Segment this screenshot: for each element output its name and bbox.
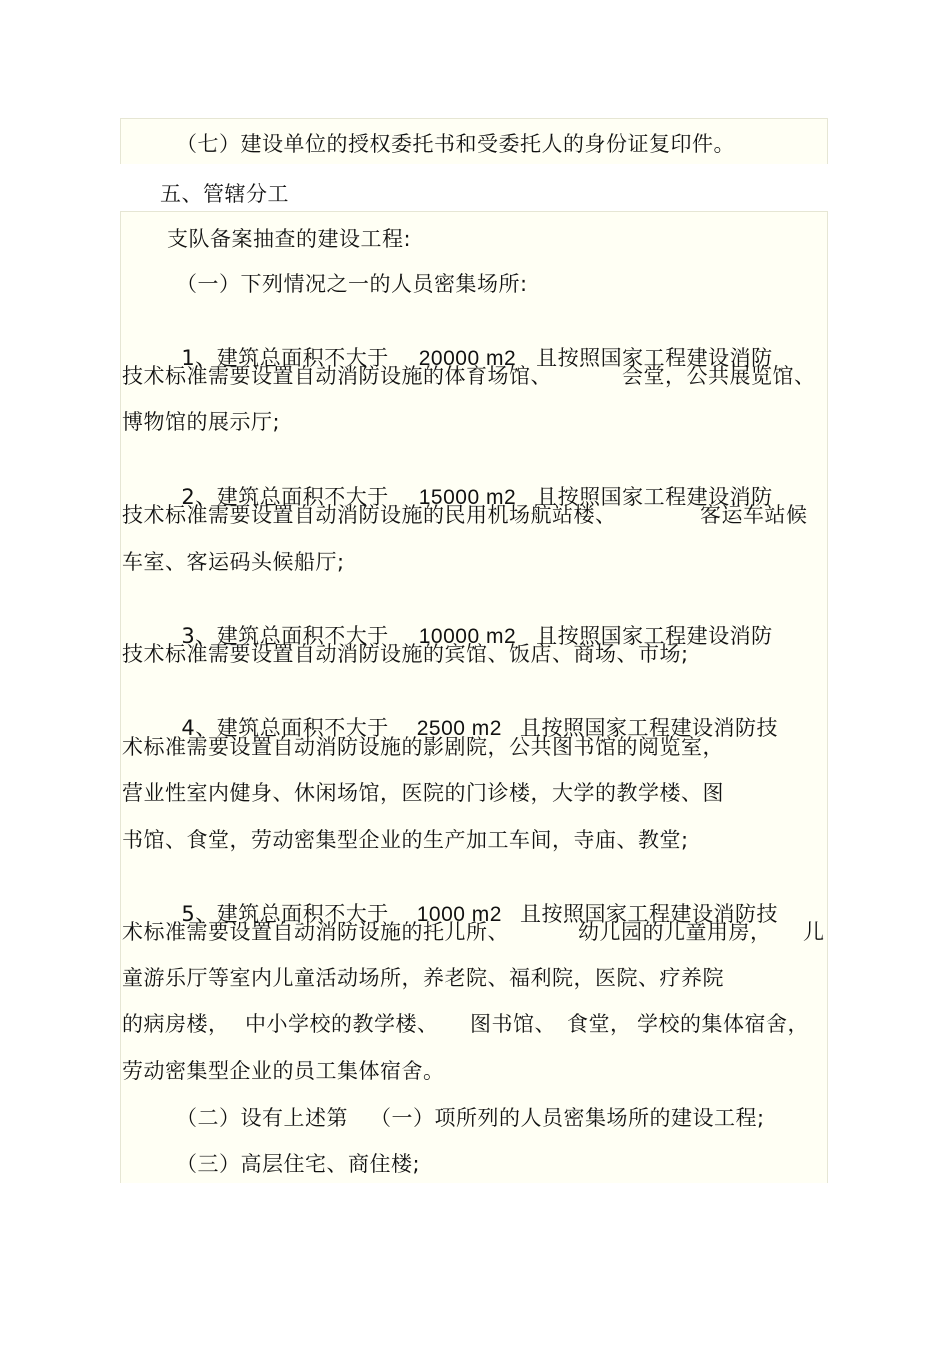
item-2-prefix: 2、建筑总面积不大于 <box>181 485 389 509</box>
item-5-line-4e: 学校的集体宿舍， <box>637 1012 809 1036</box>
item-1-area: 20000 m2 <box>418 347 517 370</box>
item-5-suffix: 且按照国家工程建设消防技 <box>519 902 778 926</box>
item-seven: （七）建设单位的授权委托书和受委托人的身份证复印件。 <box>176 132 735 156</box>
sub-item-two-a: （二）设有上述第 <box>176 1106 348 1130</box>
item-5-line-2b: 幼儿园的儿童用房， <box>578 920 772 944</box>
item-5-line-5: 劳动密集型企业的员工集体宿舍。 <box>122 1059 445 1083</box>
item-5-line-4d: 食堂， <box>567 1012 632 1036</box>
item-5-prefix: 5、建筑总面积不大于 <box>181 902 389 926</box>
section-heading: 五、管辖分工 <box>160 182 289 206</box>
item-2-line-2b: 客运车站候 <box>700 503 808 527</box>
sub-item-two-b: （一）项所列的人员密集场所的建设工程; <box>370 1106 765 1130</box>
item-5-line-2a: 术标准需要设置自动消防设施的托儿所、 <box>122 920 509 944</box>
item-5-line-2c: 儿 <box>803 920 825 944</box>
item-4-line-3: 营业性室内健身、休闲场馆，医院的门诊楼，大学的教学楼、图 <box>122 781 724 805</box>
item-4-area: 2500 m2 <box>416 717 502 740</box>
item-5-area: 1000 m2 <box>416 903 502 926</box>
item-2-suffix: 且按照国家工程建设消防 <box>536 485 773 509</box>
item-4-line-2: 术标准需要设置自动消防设施的影剧院，公共图书馆的阅览室， <box>122 735 724 759</box>
item-1-prefix: 1、建筑总面积不大于 <box>181 346 389 370</box>
item-2-line-2a: 技术标准需要设置自动消防设施的民用机场航站楼、 <box>122 503 617 527</box>
item-5-line-4a: 的病房楼， <box>122 1012 230 1036</box>
item-4-suffix: 且按照国家工程建设消防技 <box>519 716 778 740</box>
item-2-line-3: 车室、客运码头候船厅; <box>122 550 345 574</box>
sub-item-one: （一）下列情况之一的人员密集场所: <box>176 272 528 296</box>
item-3-line-2: 技术标准需要设置自动消防设施的宾馆、饭店、商场、市场; <box>122 642 689 666</box>
item-3-suffix: 且按照国家工程建设消防 <box>536 624 773 648</box>
item-1-line-2b: 会堂，公共展览馆、 <box>622 364 816 388</box>
item-2-area: 15000 m2 <box>418 486 517 509</box>
item-5-line-4c: 图书馆、 <box>470 1012 556 1036</box>
item-3-prefix: 3、建筑总面积不大于 <box>181 624 389 648</box>
item-4-prefix: 4、建筑总面积不大于 <box>181 716 389 740</box>
intro-text: 支队备案抽查的建设工程: <box>167 227 412 251</box>
item-1-line-2a: 技术标准需要设置自动消防设施的体育场馆、 <box>122 364 552 388</box>
item-1-line-3: 博物馆的展示厅; <box>122 410 281 434</box>
item-1-suffix: 且按照国家工程建设消防 <box>536 346 773 370</box>
item-3-area: 10000 m2 <box>418 625 517 648</box>
item-5-line-4b: 中小学校的教学楼、 <box>245 1012 439 1036</box>
sub-item-three: （三）高层住宅、商住楼; <box>176 1152 421 1176</box>
item-4-line-4: 书馆、食堂，劳动密集型企业的生产加工车间，寺庙、教堂; <box>122 828 689 852</box>
item-5-line-3: 童游乐厅等室内儿童活动场所，养老院、福利院，医院、疗养院 <box>122 966 724 990</box>
